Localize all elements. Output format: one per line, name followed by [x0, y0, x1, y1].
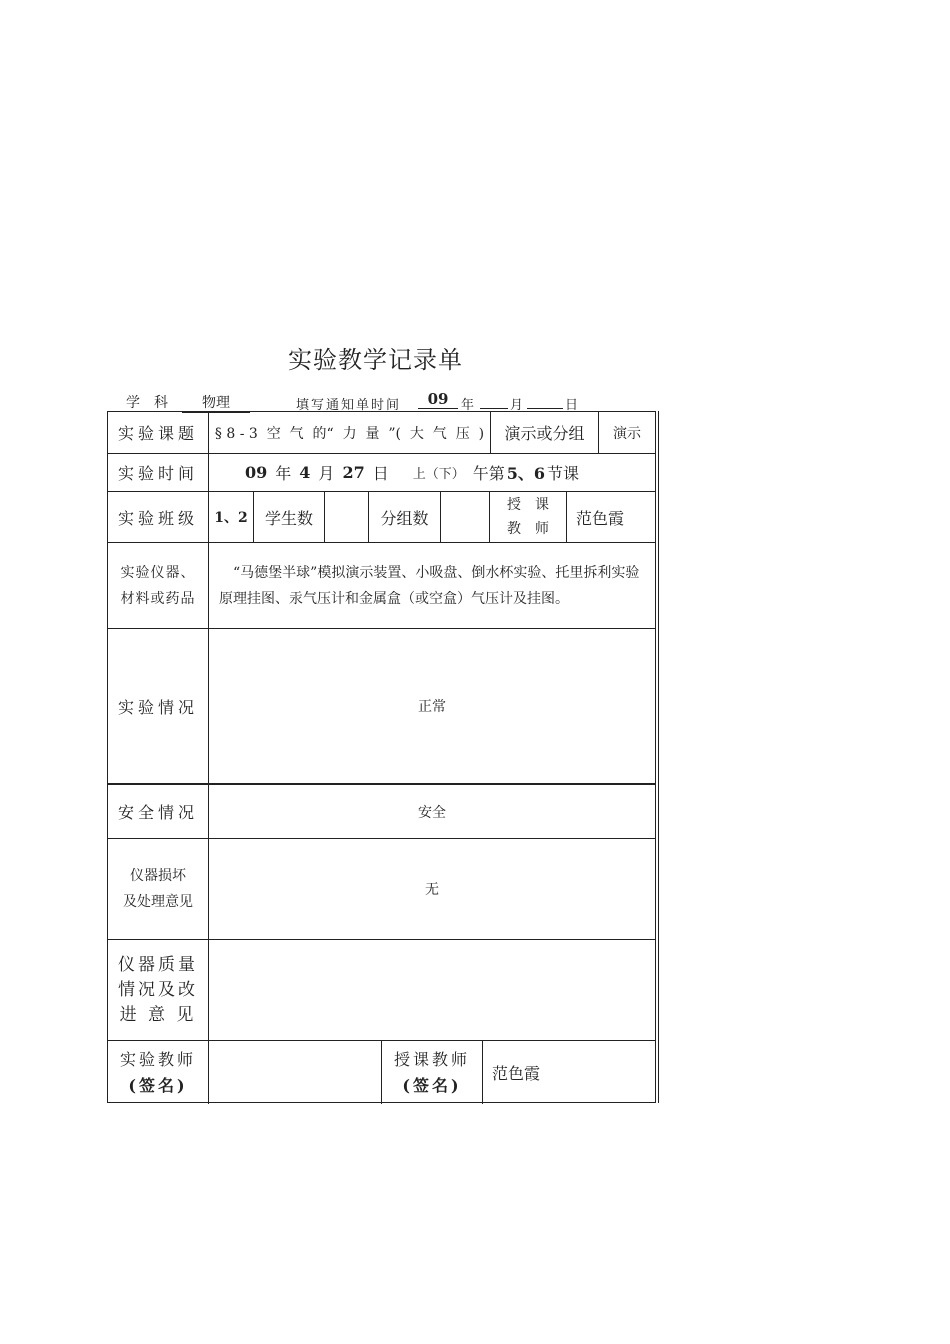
damage-label: 仪器损坏 及处理意见: [123, 868, 193, 910]
students-value: [325, 492, 368, 542]
class-label: 实验班级: [117, 508, 198, 528]
safety-value: 安全: [418, 804, 446, 821]
time-period-suffix: 节课: [547, 464, 580, 483]
subject-label: 学 科: [126, 395, 168, 411]
teacher-value: 范色霞: [576, 508, 625, 528]
quality-label: 仪器质量 情况及改 进 意 见: [118, 954, 198, 1025]
topic-value: § 8 - 3 空 气 的“ 力 量 ”( 大 气 压 ): [214, 425, 485, 442]
page-title: 实验教学记录单: [288, 346, 463, 374]
lab-teacher-signature: [209, 1041, 381, 1104]
time-year-unit: 年: [275, 464, 292, 483]
course-teacher-signature: 范色霞: [492, 1064, 541, 1083]
time-day: 27: [342, 463, 365, 482]
students-label: 学生数: [264, 508, 313, 528]
situation-value: 正常: [418, 699, 446, 715]
groups-label: 分组数: [380, 508, 429, 528]
mode-label: 演示或分组: [504, 424, 585, 443]
course-teacher-label: 授课教师 (签名): [393, 1049, 470, 1095]
groups-value: [441, 492, 489, 542]
damage-value: 无: [425, 882, 439, 898]
topic-label: 实验课题: [117, 424, 198, 443]
day-value: [527, 392, 563, 409]
time-period-prefix: 午第: [472, 464, 505, 483]
situation-label: 实验情况: [117, 697, 198, 717]
subject-value: 物理: [182, 392, 250, 413]
teacher-label: 授 课 教 师: [507, 497, 549, 537]
time-value: [209, 454, 655, 491]
time-day-unit: 日: [372, 464, 389, 483]
notice-label: 填写通知单时间: [296, 398, 402, 413]
year-label: 年: [461, 398, 475, 413]
lab-teacher-label: 实验教师 (签名): [119, 1049, 196, 1095]
quality-value: [209, 940, 655, 1040]
year-value: 09: [418, 390, 458, 409]
day-label: 日: [565, 398, 579, 413]
mode-value: 演示: [613, 425, 641, 442]
time-month: 4: [299, 463, 311, 482]
time-year: 09: [245, 463, 268, 482]
equipment-value: “马德堡半球”模拟演示装置、小吸盘、倒水杯实验、托里拆利实验原理挂图、汞气压计和金属盒（或空盒）气压计及挂图。: [219, 564, 640, 607]
record-table: [107, 411, 656, 1103]
equipment-label: 实验仪器、 材料或药品: [120, 564, 196, 607]
month-value: [480, 392, 508, 409]
time-ampm: 上（下）: [412, 467, 465, 482]
safety-label: 安全情况: [117, 803, 198, 822]
month-label: 月: [510, 398, 524, 413]
time-month-unit: 月: [318, 464, 335, 483]
time-periods: 5、6: [506, 464, 546, 483]
time-label: 实验时间: [117, 464, 198, 483]
class-value: 1、2: [214, 510, 248, 526]
